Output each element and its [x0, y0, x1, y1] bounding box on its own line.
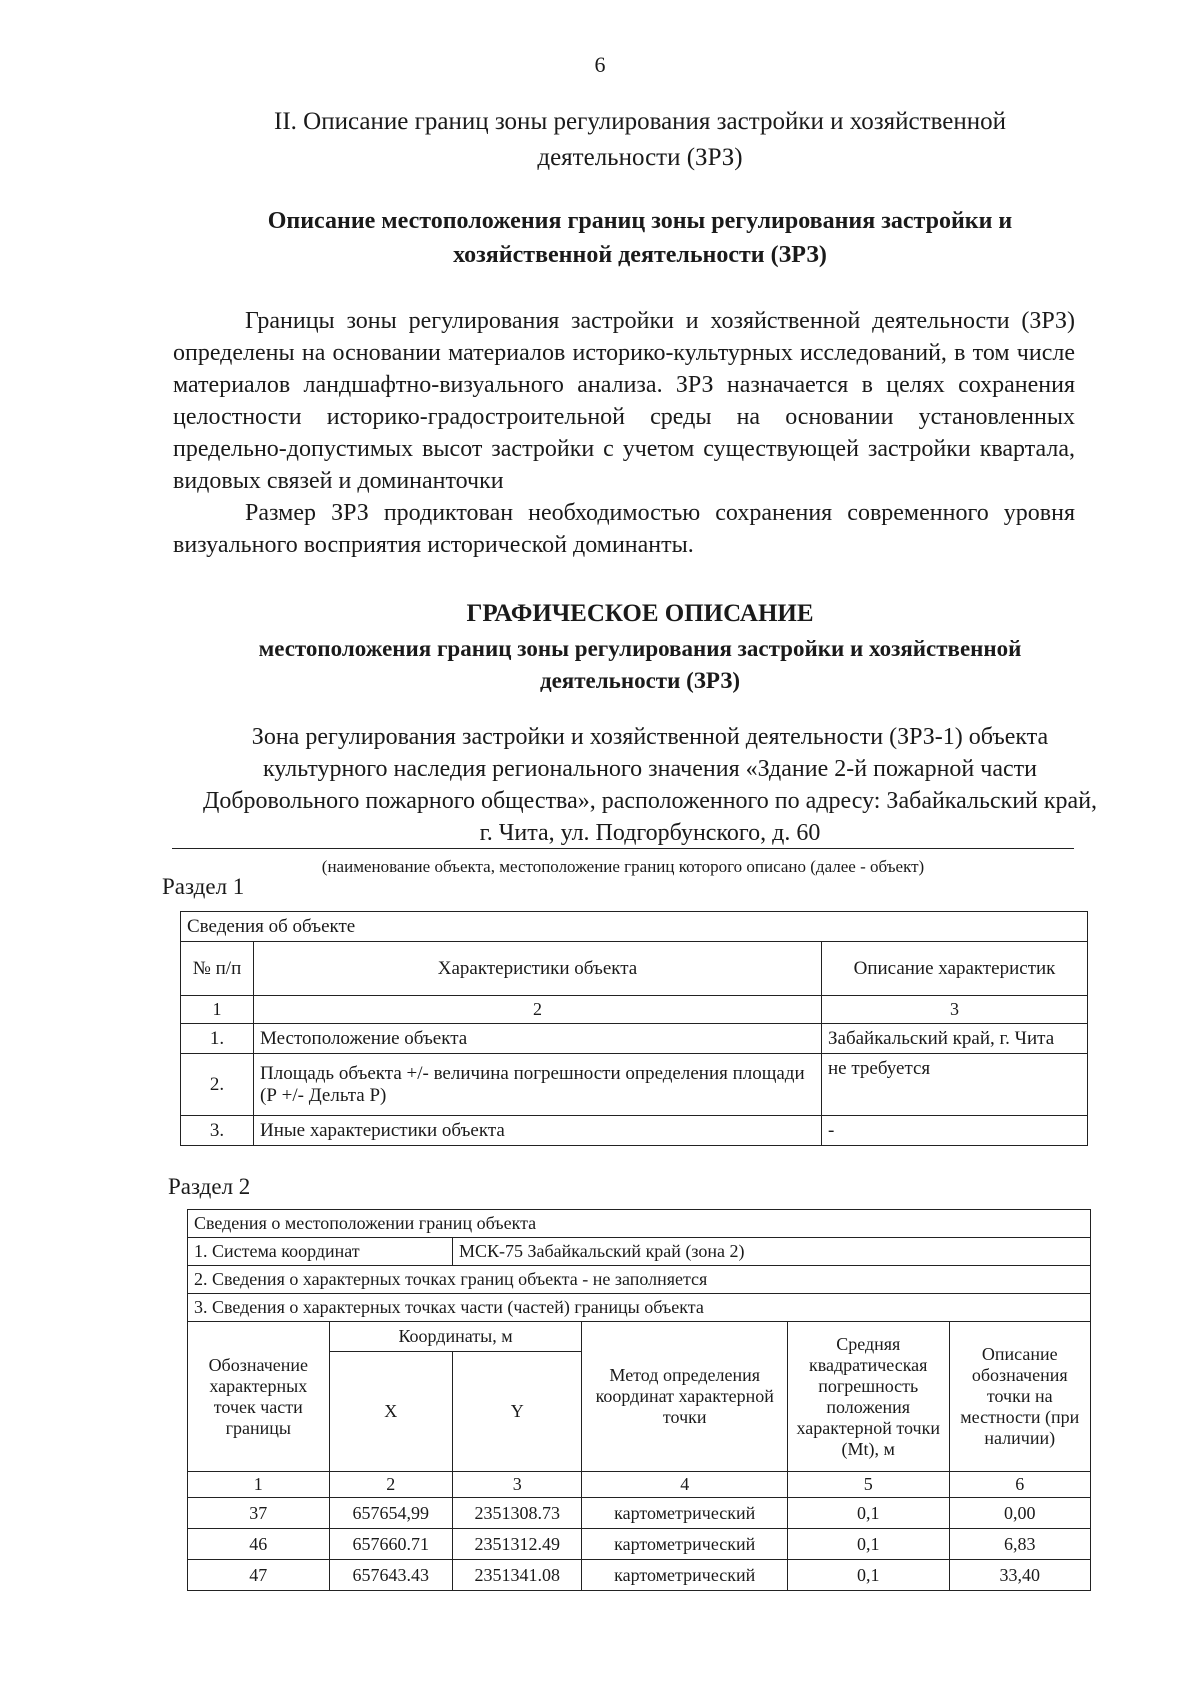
col-header-description: Описание характеристик — [822, 942, 1088, 996]
col-header-point: Обозначение характерных точек части границы — [188, 1322, 330, 1472]
table-row — [181, 1116, 1088, 1146]
row-description: - — [822, 1116, 1088, 1146]
col-header-coords: Координаты, м — [329, 1322, 582, 1352]
table-title: Сведения об объекте — [181, 912, 1088, 942]
col-header-number: № п/п — [181, 942, 254, 996]
point-description: 0,00 — [949, 1498, 1090, 1529]
index-cell: 2 — [329, 1472, 452, 1498]
section-heading: II. Описание границ зоны регулирования застройки и хозяйственной деятельности (ЗРЗ) — [274, 108, 1006, 171]
point-method: картометрический — [582, 1529, 788, 1560]
graphic-description-subtitle: местоположения границ зоны регулирования застройки и хозяйственной деятельности (ЗРЗ) — [258, 636, 1022, 693]
index-cell: 6 — [949, 1472, 1090, 1498]
col-header-characteristics: Характеристики объекта — [254, 942, 822, 996]
row-number: 3. — [181, 1116, 254, 1146]
coord-system-label: 1. Система координат — [188, 1238, 453, 1266]
row-number: 2. — [181, 1054, 254, 1116]
col-header-method: Метод определения координат характерной точки — [582, 1322, 788, 1472]
paragraph-size: Размер ЗРЗ продиктован необходимостью сохранения современного уровня визуального восприятия исторической доминанты. — [173, 500, 1075, 558]
point-description: 6,83 — [949, 1529, 1090, 1560]
index-cell: 3 — [822, 996, 1088, 1024]
section1-label: Раздел 1 — [162, 874, 245, 899]
point-x: 657660.71 — [329, 1529, 452, 1560]
index-cell: 2 — [254, 996, 822, 1024]
point-y: 2351308.73 — [452, 1498, 582, 1529]
graphic-description-title: ГРАФИЧЕСКОЕ ОПИСАНИЕ — [466, 600, 814, 627]
point-id: 46 — [188, 1529, 330, 1560]
index-cell: 3 — [452, 1472, 582, 1498]
point-id: 47 — [188, 1560, 330, 1591]
bold-heading: Описание местоположения границ зоны регулирования застройки и хозяйственной деятельности (ЗРЗ) — [267, 208, 1013, 268]
row-number: 1. — [181, 1024, 254, 1054]
zone-description: Зона регулирования застройки и хозяйственной деятельности (ЗРЗ-1) объекта культурного наследия регионального значения «Здание 2-й пожарной части Добровольного пожарного общества», расположенного по адресу: Забайкальский край, г. Чита, ул. Подгорбунского, д. 60 — [202, 724, 1098, 846]
point-x: 657643.43 — [329, 1560, 452, 1591]
table-row — [188, 1560, 1091, 1591]
index-cell: 5 — [787, 1472, 949, 1498]
row-characteristic: Иные характеристики объекта — [254, 1116, 822, 1146]
point-y: 2351312.49 — [452, 1529, 582, 1560]
col-header-y: Y — [452, 1352, 582, 1472]
col-header-point-description: Описание обозначения точки на местности (при наличии) — [949, 1322, 1090, 1472]
point-error: 0,1 — [787, 1560, 949, 1591]
point-id: 37 — [188, 1498, 330, 1529]
underline-rule — [172, 848, 1074, 849]
point-x: 657654,99 — [329, 1498, 452, 1529]
col-header-x: X — [329, 1352, 452, 1472]
zone-note: (наименование объекта, местоположение границ которого описано (далее - объект) — [321, 857, 925, 876]
point-method: картометрический — [582, 1498, 788, 1529]
point-error: 0,1 — [787, 1529, 949, 1560]
row-description: Забайкальский край, г. Чита — [822, 1024, 1088, 1054]
table-row — [188, 1529, 1091, 1560]
index-cell: 1 — [181, 996, 254, 1024]
table-row — [181, 1024, 1088, 1054]
point-method: картометрический — [582, 1560, 788, 1591]
point-y: 2351341.08 — [452, 1560, 582, 1591]
part-points-line: 3. Сведения о характерных точках части (частей) границы объекта — [188, 1294, 1091, 1322]
object-info-table — [180, 911, 1088, 1146]
boundary-points-line: 2. Сведения о характерных точках границ объекта - не заполняется — [188, 1266, 1091, 1294]
col-header-error: Средняя квадратическая погрешность положения характерной точки (Mt), м — [787, 1322, 949, 1472]
boundary-points-table — [187, 1209, 1091, 1591]
table-row — [181, 1054, 1088, 1116]
index-cell: 1 — [188, 1472, 330, 1498]
table-title: Сведения о местоположении границ объекта — [188, 1210, 1091, 1238]
point-description: 33,40 — [949, 1560, 1090, 1591]
table-row — [188, 1498, 1091, 1529]
row-characteristic: Площадь объекта +/- величина погрешности определения площади (Р +/- Дельта Р) — [254, 1054, 822, 1116]
page-number: 6 — [594, 52, 606, 77]
section2-label: Раздел 2 — [168, 1174, 251, 1199]
paragraph-boundaries: Границы зоны регулирования застройки и хозяйственной деятельности (ЗРЗ) определены на основании материалов историко-культурных исследований, в том числе материалов ландшафтно-визуального анализа. ЗРЗ назначается в целях сохранения целостности историко-градостроительной среды на основании установленных предельно-допустимых высот застройки с учетом существующей застройки квартала, видовых связей и доминанточки — [173, 308, 1075, 494]
row-characteristic: Местоположение объекта — [254, 1024, 822, 1054]
point-error: 0,1 — [787, 1498, 949, 1529]
coord-system-value: МСК-75 Забайкальский край (зона 2) — [452, 1238, 1090, 1266]
row-description: не требуется — [822, 1054, 1088, 1116]
index-cell: 4 — [582, 1472, 788, 1498]
